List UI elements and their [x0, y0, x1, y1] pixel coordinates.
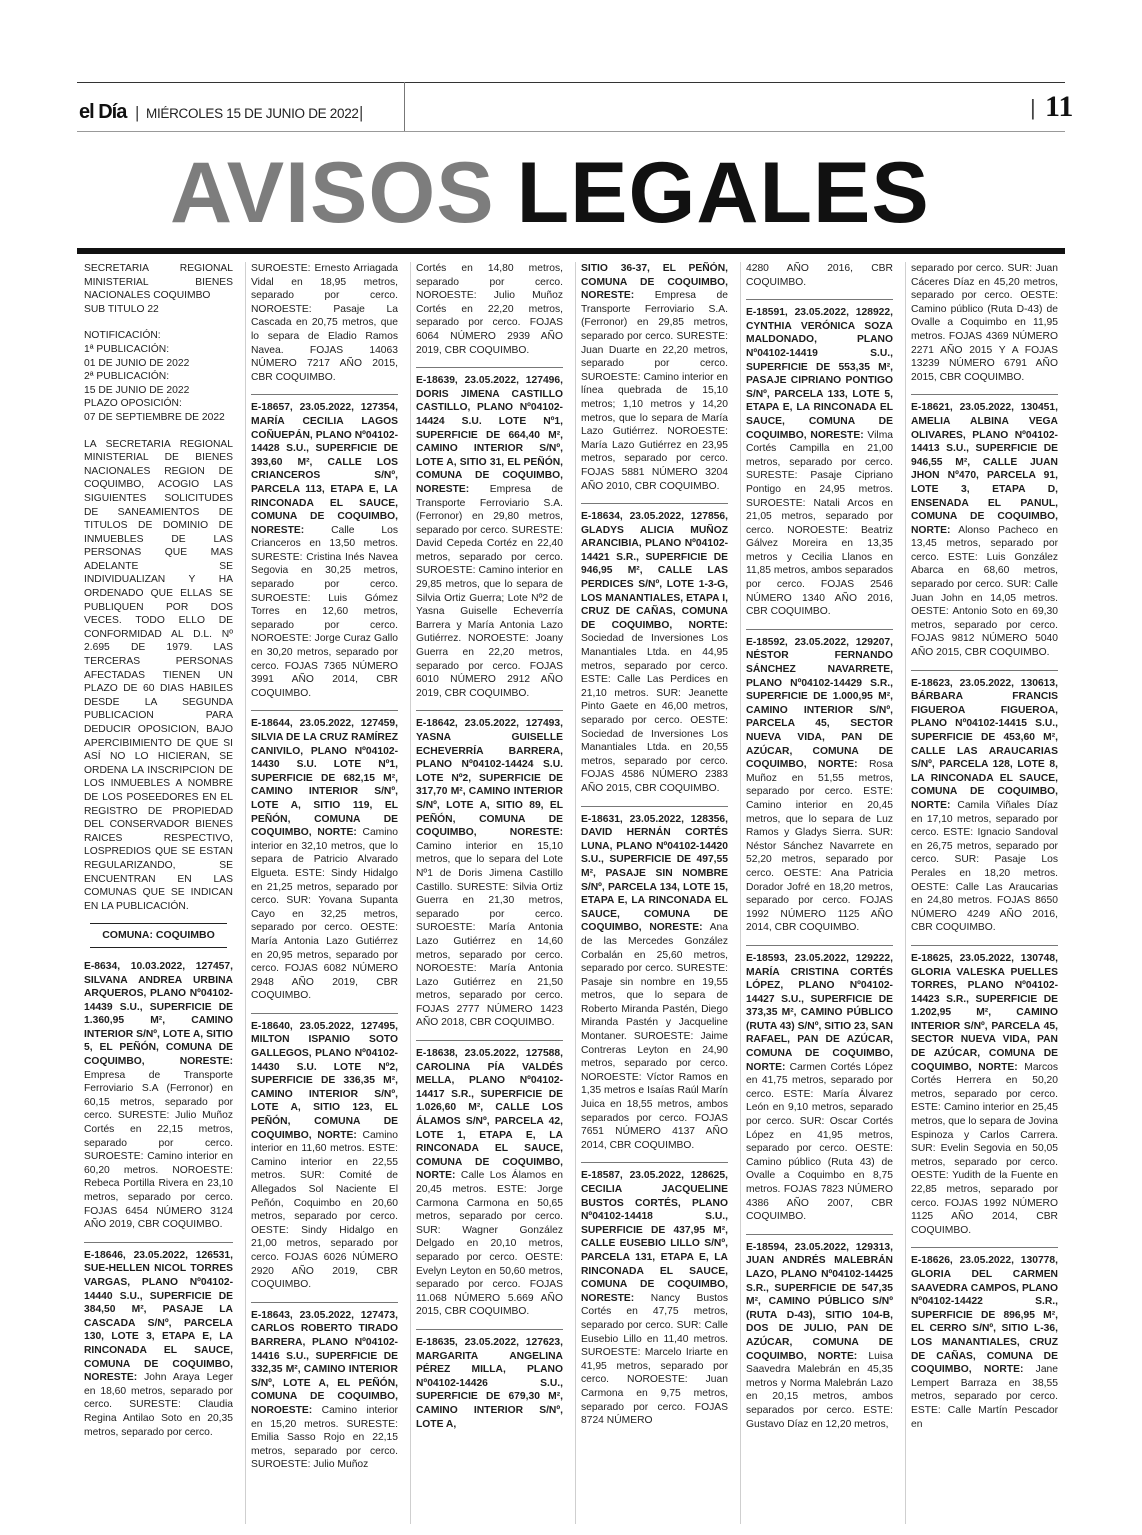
subtitle: SUB TITULO 22 [84, 303, 159, 315]
notice [581, 1169, 728, 1431]
comuna-heading: COMUNA: COQUIMBO [90, 923, 227, 948]
notice-body: Rosa Muñoz en 51,55 metros, separado por cerco. ESTE: Camino interior en 20,45 metros, que lo separa de Luz Ramos y Gladys Sierra. SUR: Néstor Sánchez Navarrete en 52,20 metros, separado por cerco. OESTE: Ana Patricia Dorador Jofré en 18,20 metros, separado por cerco. FOJAS 1992 NÚMERO 1125 AÑO 2014, CBR COQUIMBO. [746, 759, 893, 934]
header-divider [404, 82, 405, 132]
notice [746, 636, 893, 939]
notice-header: E-18646, 23.05.2022, 126531, SUE-HELLEN NICOL TORRES VARGAS, PLANO Nº04102-14440 S.U., SUPERFICIE DE 384,50 M², PASAJE LA CASCADA S/Nº, PARCELA 130, LOTE 3, ETAPA E, LA RINCONADA EL SAUCE, COMUNA DE COQUIMBO, NORESTE: [84, 1249, 233, 1384]
notice-body: Camila Viñales Díaz en 17,10 metros, separado por cerco. ESTE: Ignacio Sandoval en 26,75 metros, separado por cerco. SUR: Pasaje Los Perales en 18,20 metros. OESTE: Calle Las Araucarias en 24,80 metros. FOJAS 8650 NÚMERO 4249 AÑO 2016, CBR COQUIMBO. [911, 799, 1058, 934]
notice-body: Cortés en 14,80 metros, separado por cerco. NOROESTE: Julio Muñoz Cortés en 22,20 metros, separado por cerco. FOJAS 6064 NÚMERO 2939 AÑO 2019, CBR COQUIMBO. [416, 263, 563, 356]
notice-body: Sociedad de Inversiones Los Manantiales Ltda. en 44,95 metros, separado por cerco. ESTE: Calle Las Perdices en 21,10 metros. SUR: Jeanette Pinto Gaete en 46,00 metros, separado por cerco. OESTE: Sociedad de Inversiones Los Manantiales Ltda. en 20,55 metros, separado por cerco. FOJAS 4586 NÚMERO 2383 AÑO 2015, CBR COQUIMBO. [581, 633, 728, 794]
notice-divider [911, 394, 1058, 395]
column-2 [245, 262, 402, 1524]
notice-header: E-18594, 23.05.2022, 129313, JUAN ANDRÉS MALEBRÁN LAZO, PLANO Nº04102-14425 S.R., SUPERFICIE DE 547,35 M², CAMINO PÚBLICO S/Nº (RUTA D-43), SITIO 104-B, DOS DE JULIO, PAN DE AZÚCAR, COMUNA DE COQUIMBO, NORTE: [746, 1241, 893, 1362]
notice [746, 1241, 893, 1435]
notice-body: SUROESTE: Ernesto Arriagada Vidal en 18,95 metros, separado por cerco. NOROESTE: Pasaje La Cascada en 20,75 metros, que lo separa de Eladio Ramos Navea. FOJAS 14063 NÚMERO 7217 AÑO 2015, CBR COQUIMBO. [251, 263, 398, 383]
notice [251, 1309, 398, 1476]
column-5 [740, 262, 897, 1524]
notice [911, 677, 1058, 939]
notice-body: Luisa Saavedra Malebrán en 45,35 metros y Norma Malebrán Lazo en 20,15 metros, ambos separados por cerco. ESTE: Gustavo Díaz en 12,20 metros, [746, 1350, 894, 1430]
notice-body: Alonso Pacheco en 13,45 metros, separado por cerco. ESTE: Luis González Abarca en 68,60 metros, separado por cerco. SUR: Calle Juan John en 14,05 metros. OESTE: Antonio Soto en 69,30 metros, separado por cerco. FOJAS 9812 NÚMERO 5040 AÑO 2015, CBR COQUIMBO. [911, 524, 1058, 659]
column-6 [905, 262, 1062, 1524]
notice-divider [416, 1329, 563, 1330]
notice-body: John Araya Leger en 18,60 metros, separado por cerco. SURESTE: Claudia Regina Antilao Soto en 20,35 metros, separado por cerco. [84, 1372, 233, 1438]
notice-body: Camino interior en 15,20 metros. SURESTE: Emilia Sasso Rojo en 22,15 metros, separado por cerco. SUROESTE: Julio Muñoz [251, 1404, 398, 1471]
notice-divider [251, 394, 398, 395]
notice [84, 1249, 233, 1443]
notice [746, 306, 893, 623]
notice-header: E-18634, 23.05.2022, 127856, GLADYS ALICIA MUÑOZ ARANCIBIA, PLANO Nº04102-14421 S.R., SUPERFICIE DE 946,95 M², CALLE LAS PERDICES S/Nº, LOTE 1-3-G, LOS MANANTIALES, ETAPA I, CRUZ DE CAÑAS, COMUNA DE COQUIMBO, NORTE: [581, 511, 728, 631]
notice-header: E-18591, 23.05.2022, 128922, CYNTHIA VERÓNICA SOZA MALDONADO, PLANO Nº04102-14419 S.U., SUPERFICIE DE 553,35 M², PASAJE CIPRIANO PONTIGO S/Nº, PARCELA 133, LOTE 5, ETAPA E, LA RINCONADA EL SAUCE, COMUNA DE COQUIMBO, NORESTE: [746, 307, 893, 441]
notice-header: E-18631, 23.05.2022, 128356, DAVID HERNÁN CORTÉS LUNA, PLANO Nº04102-14420 S.U., SUPERFICIE DE 497,55 M², PASAJE SIN NOMBRE S/Nº, PARCELA 134, LOTE 15, ETAPA E, LA RINCONADA EL SAUCE, COMUNA DE COQUIMBO, NORESTE: [581, 813, 728, 934]
notice-divider [251, 710, 398, 711]
notice-header: E-8634, 10.03.2022, 127457, SILVANA ANDREA URBINA ARQUEROS, PLANO Nº04102-14439 S.U., SUPERFICIE DE 1.360,95 M², CAMINO INTERIOR S/Nº, LOTE A, SITIO 5, EL PEÑÓN, COMUNA DE COQUIMBO, NORESTE: [84, 960, 233, 1068]
notice-header: E-18635, 23.05.2022, 127623, MARGARITA ANGELINA PÉREZ MILLA, PLANO Nº04102-14426 S.U., SUPERFICIE DE 679,30 M², CAMINO INTERIOR S/Nº, LOTE A, [416, 1336, 563, 1430]
notice-body: Camino interior en 32,10 metros, que lo separa de Patricio Alvarado Elgueta. ESTE: Sindy Hidalgo en 21,25 metros, separado por cerco. SUR: Yovana Supanta Cayo en 32,25 metros, separado por cerco. OESTE: María Antonia Lazo Gutiérrez en 20,95 metros, separado por cerco. FOJAS 6082 NÚMERO 2948 AÑO 2019, CBR COQUIMBO. [251, 827, 398, 1002]
notice-header: E-18623, 23.05.2022, 130613, BÁRBARA FRANCIS FIGUEROA FIGUEROA, PLANO Nº04102-14415 S.U., SUPERFICIE DE 453,60 M², CALLE LAS ARAUCARIAS S/Nº, PARCELA 128, LOTE 8, LA RINCONADA EL SAUCE, COMUNA DE COQUIMBO, NORTE: [911, 677, 1058, 811]
notice-body: Empresa de Transporte Ferroviario S.A (Ferronor) en 60,15 metros, separado por cerco. SURESTE: Julio Muñoz Cortés en 22,15 metros, separado por cerco. SUROESTE: Camino interior en 60,20 metros. NOROESTE: Rebeca Portilla Rivera en 23,10 metros, separado por cerco. FOJAS 6454 NÚMERO 3124 AÑO 2019, CBR COQUIMBO. [84, 1069, 233, 1231]
notice-header: E-18639, 23.05.2022, 127496, DORIS JIMENA CASTILLO CASTILLO, PLANO Nº04102-14424 S.U. LOTE Nº1, SUPERFICIE DE 664,40 M², CAMINO INTERIOR S/Nº, LOTE A, SITIO 31, EL PEÑÓN, COMUNA DE COQUIMBO, NORESTE: [416, 375, 563, 495]
notice-divider [251, 1013, 398, 1014]
notice-body: Carmen Cortés López en 41,75 metros, separado por cerco. ESTE: María Álvarez León en 9,10 metros, separado por cerco. SUR: Oscar Cortés López en 41,95 metros, separado por cerco. OESTE: Camino público (Ruta 43) de Ovalle a Coquimbo en 8,75 metros. FOJAS 7823 NÚMERO 4386 AÑO 2007, CBR COQUIMBO. [746, 1061, 893, 1223]
column-1 [80, 262, 237, 1524]
notice-divider [911, 670, 1058, 671]
notice-continuation [911, 262, 1058, 388]
notice-header: E-18625, 23.05.2022, 130748, GLORIA VALESKA PUELLES TORRES, PLANO Nº04102-14423 S.R., SUPERFICIE DE 1.202,95 M², CAMINO INTERIOR S/Nº, PARCELA 45, SECTOR NUEVA VIDA, PAN DE AZÚCAR, COMUNA DE COQUIMBO, NORTE: [911, 952, 1058, 1073]
notification-line: 15 DE JUNIO DE 2022 [84, 384, 190, 396]
notice-body: Empresa de Transporte Ferroviario S.A. (Ferronor) en 29,85 metros, separado por cerco. SURESTE: Juan Duarte en 22,20 metros, separado por cerco. SUROESTE: Camino interior en línea quebrada de 15,10 metros; 1,10 metros y 14,20 metros, que lo separa de María Lazo Gutiérrez. NOROESTE: María Lazo Gutiérrez en 23,95 metros, separado por cerco. FOJAS 5881 NÚMERO 3204 AÑO 2010, CBR COQUIMBO. [581, 290, 728, 492]
page-number-separator: | [1030, 95, 1036, 120]
notification-line: 01 DE JUNIO DE 2022 [84, 357, 190, 369]
notice-divider [416, 1040, 563, 1041]
notice-divider [746, 945, 893, 946]
notice-divider [911, 945, 1058, 946]
notice-header: E-18626, 23.05.2022, 130778, GLORIA DEL CARMEN SAAVEDRA CAMPOS, PLANO Nº04102-14422 S.R., SUPERFICIE DE 896,95 M², EL CERRO S/Nº, SITIO L-36, LOS MANANTIALES, CRUZ DE CAÑAS, COMUNA DE COQUIMBO, NORTE: [911, 1255, 1058, 1376]
notice-header: SITIO 36-37, EL PEÑÓN, COMUNA DE COQUIMBO, NORESTE: [581, 263, 728, 302]
legal-notices-columns [80, 262, 1062, 1524]
issue-date: MIÉRCOLES 15 DE JUNIO DE 2022 [146, 106, 359, 121]
notice-divider [581, 503, 728, 504]
header-separator: | [135, 103, 140, 122]
notice [911, 952, 1058, 1241]
notification-line: 07 DE SEPTIEMBRE DE 2022 [84, 411, 225, 423]
notice [911, 401, 1058, 663]
notification-line: NOTIFICACIÓN: [84, 330, 161, 342]
notice [416, 1336, 563, 1435]
intro-body: LA SECRETARIA REGIONAL MINISTERIAL DE BIENES NACIONALES REGION DE COQUIMBO, ACOGIO LAS SIGUIENTES SOLICITUDES DE SANEAMIENTOS DE TITULOS DE DOMINIO DE INMUEBLES DE LAS PERSONAS QUE MAS ADELANTE SE INDIVIDUALIZAN Y HA ORDENADO QUE ELLAS SE PUBLIQUEN POR DOS VECES. TODO ELLO DE CONFORMIDAD AL D.L. Nº 2.695 DE 1979. LAS TERCERAS PERSONAS AFECTADAS TIENEN UN PLAZO DE 60 DIAS HABILES DESDE LA SEGUNDA PUBLICACION PARA DEDUCIR OPOSICION, BAJO APERCIBIMIENTO DE QUE SI ASÍ NO LO HICIERAN, SE ORDENA LA INSCRIPCION DE LOS INMUEBLES A NOMBRE DE LOS POSEEDORES EN EL REGISTRO DE PROPIEDAD DEL CONSERVADOR BIENES RAICES RESPECTIVO, LOSPREDIOS QUE SE ESTAN REGULARIZANDO, SE ENCUENTRAN EN LAS COMUNAS QUE SE INDICAN EN LA PUBLICACIÓN. [84, 438, 233, 912]
notice-divider [746, 1234, 893, 1235]
section-title-part2: LEGALES [516, 145, 930, 241]
section-title [170, 145, 1070, 241]
notice-body: separado por cerco. SUR: Juan Cáceres Díaz en 45,20 metros, separado por cerco. OESTE: Camino público (Ruta D-43) de Ovalle a Coquimbo en 11,95 metros. FOJAS 4369 NÚMERO 2271 AÑO 2015 Y A FOJAS 13239 NÚMERO 6791 AÑO 2015, CBR COQUIMBO. [911, 263, 1058, 383]
header-rule-top [77, 82, 1065, 83]
notice-divider [581, 1162, 728, 1163]
notice-divider [416, 710, 563, 711]
notice [251, 1020, 398, 1296]
notice-body: Nancy Bustos Cortés en 47,75 metros, separado por cerco. SUR: Calle Eusebio Lillo en 11,40 metros. SUROESTE: Marcelo Iriarte en 41,95 metros, separado por cerco. NOROESTE: Juan Carmona en 9,75 metros, separado por cerco. FOJAS 8724 NÚMERO [581, 1292, 728, 1427]
issuer-name: SECRETARIA REGIONAL MINISTERIAL BIENES NACIONALES COQUIMBO [84, 263, 233, 302]
notice-divider [581, 806, 728, 807]
notice [84, 960, 233, 1236]
notice-header: E-18642, 23.05.2022, 127493, YASNA GUISELLE ECHEVERRÍA BARRERA, PLANO Nº04102-14424 S.U. LOTE Nº2, SUPERFICIE DE 317,70 M², CAMINO INTERIOR S/Nº, LOTE A, SITIO 89, EL PEÑÓN, COMUNA DE COQUIMBO, NORESTE: [416, 718, 563, 839]
notice [416, 374, 563, 704]
notification-line: 2ª PUBLICACIÓN: [84, 371, 170, 383]
title-rule [77, 248, 1065, 254]
notice-body: Marcos Cortés Herrera en 50,20 metros, separado por cerco. ESTE: Camino interior en 25,45 metros, que lo separa de Jovina Espinoza y Carlos Carrera. SUR: Evelin Segovia en 50,05 metros, separado por cerco. OESTE: Yudith de la Fuente en 22,85 metros, separado por cerco. FOJAS 1992 NÚMERO 1125 AÑO 2014, CBR COQUIMBO. [911, 1061, 1058, 1236]
notice-body: Vilma Cortés Campilla en 21,00 metros, separado por cerco. SURESTE: Pasaje Cipriano Pontigo en 24,95 metros. SUROESTE: Natali Arcos en 21,05 metros, separado por cerco. NOROESTE: Beatriz Gálvez Moreira en 13,35 metros y Cecilia Llanos en 11,85 metros, ambos separados por cerco. FOJAS 2546 NÚMERO 1340 AÑO 2016, CBR COQUIMBO. [746, 429, 893, 618]
notice-continuation [746, 262, 893, 293]
notice-header: E-18640, 23.05.2022, 127495, MILTON ISPANIO SOTO GALLEGOS, PLANO Nº04102-14430 S.U. LOTE Nº2, SUPERFICIE DE 336,35 M², CAMINO INTERIOR S/Nº, LOTE A, SITIO 123, EL PEÑÓN, COMUNA DE COQUIMBO, NORTE: [251, 1020, 398, 1141]
notice-header: E-18592, 23.05.2022, 129207, NÉSTOR FERNANDO SÁNCHEZ NAVARRETE, PLANO Nº04102-14429 S.R., SUPERFICIE DE 1.000,95 M², CAMINO INTERIOR S/Nº, PARCELA 45, SECTOR NUEVA VIDA, PAN DE AZÚCAR, COMUNA DE COQUIMBO, NORTE: [746, 636, 893, 771]
notice [911, 1254, 1058, 1435]
notice-header: E-18638, 23.05.2022, 127588, CAROLINA PÍA VALDÉS MELLA, PLANO Nº04102-14417 S.R., SUPERFICIE DE 1.026,60 M², CALLE LOS ÁLAMOS S/Nº, PARCELA 42, LOTE 1, ETAPA E, LA RINCONADA EL SAUCE, COMUNA DE COQUIMBO, NORTE: [416, 1048, 563, 1182]
notice-header: E-18593, 23.05.2022, 129222, MARÍA CRISTINA CORTÉS LÓPEZ, PLANO Nº04102-14427 S.U., SUPERFICIE DE 373,35 M², CAMINO PÚBLICO (RUTA 43) S/Nº, SITIO 23, SAN RAFAEL, PAN DE AZÚCAR, COMUNA DE COQUIMBO, NORTE: [746, 952, 893, 1073]
notice-header: E-18644, 23.05.2022, 127459, SILVIA DE LA CRUZ RAMÍREZ CANIVILO, PLANO Nº04102-14430 S.U. LOTE Nº1, SUPERFICIE DE 682,15 M², CAMINO INTERIOR S/Nº, LOTE A, SITIO 119, EL PEÑÓN, COMUNA DE COQUIMBO, NORTE: [251, 718, 398, 839]
section-title-part1: AVISOS [170, 145, 495, 241]
notification-line: 1ª PUBLICACIÓN: [84, 343, 170, 355]
notice-continuation [251, 262, 398, 388]
intro-block [84, 262, 233, 913]
newspaper-logo: el Día [79, 101, 127, 123]
notice-header: E-18621, 23.05.2022, 130451, AMELIA ALBINA VEGA OLIVARES, PLANO Nº04102-14413 S.U., SUPERFICIE DE 946,55 M², CALLE JUAN JHON Nº470, PARCELA 91, LOTE 3, ETAPA D, ENSENADA EL PANUL, COMUNA DE COQUIMBO, NORTE: [911, 402, 1058, 536]
notice-body: Calle Los Crianceros en 13,50 metros. SURESTE: Cristina Inés Navea Segovia en 30,25 metros, separado por cerco. SUROESTE: Luis Gómez Torres en 12,60 metros, separado por cerco. NOROESTE: Jorge Curaz Gallo en 30,20 metros, separado por cerco. FOJAS 7365 NÚMERO 3991 AÑO 2014, CBR COQUIMBO. [251, 524, 398, 699]
notice-body: 4280 AÑO 2016, CBR COQUIMBO. [746, 263, 893, 288]
notice-header: E-18587, 23.05.2022, 128625, CECILIA JACQUELINE BUSTOS CORTÉS, PLANO Nº04102-14418 S.U., SUPERFICIE DE 437,95 M², CALLE EUSEBIO LILLO S/Nº, PARCELA 131, ETAPA E, LA RINCONADA EL SAUCE, COMUNA DE COQUIMBO, NORESTE: [581, 1170, 728, 1304]
notification-line: PLAZO OPOSICIÓN: [84, 398, 182, 410]
notice [416, 1047, 563, 1323]
notice [251, 717, 398, 1006]
notice-divider [84, 1242, 233, 1243]
notice-body: Jane Lempert Barraza en 38,55 metros, separado por cerco. ESTE: Calle Martín Pescador en [911, 1364, 1058, 1430]
notice [746, 952, 893, 1228]
notice-header: E-18643, 23.05.2022, 127473, CARLOS ROBERTO TIRADO BARRERA, PLANO Nº04102-14416 S.U., SUPERFICIE DE 332,35 M², CAMINO INTERIOR S/Nº, LOTE A, EL PEÑÓN, COMUNA DE COQUIMBO, NOROESTE: [251, 1309, 398, 1416]
notice-header: E-18657, 23.05.2022, 127354, MARÍA CECILIA LAGOS COÑUEPÁN, PLANO Nº04102-14428 S.U., SUPERFICIE DE 393,60 M², CALLE LOS CRIANCEROS S/Nº, PARCELA 113, ETAPA E, LA RINCONADA EL SAUCE, COMUNA DE COQUIMBO, NORESTE: [251, 402, 398, 536]
notice [251, 401, 398, 704]
notice-divider [416, 367, 563, 368]
column-4 [575, 262, 732, 1524]
notice [581, 510, 728, 799]
column-3 [410, 262, 567, 1524]
notice-body: Calle Los Álamos en 20,45 metros. ESTE: Jorge Carmona Carmona en 50,65 metros, separado por cerco. SUR: Wagner González Delgado en 20,10 metros, separado por cerco. OESTE: Evelyn Leyton en 50,60 metros, separado por cerco. FOJAS 11.068 NÚMERO 5.669 AÑO 2015, CBR COQUIMBO. [416, 1170, 563, 1318]
notice-continuation [581, 262, 728, 497]
notice-divider [251, 1302, 398, 1303]
header-separator: | [359, 103, 364, 122]
notice [581, 813, 728, 1157]
notice-body: Ana de las Mercedes González Corbalán en 25,60 metros, separado por cerco. SURESTE: Pasaje sin nombre en 19,55 metros, que lo separa de Roberto Miranda Pastén, Diego Miranda Pastén y Jacqueline Montaner. SUROESTE: Jaime Contreras Leyton en 24,90 metros, separado por cerco. NOROESTE: Víctor Ramos en 1,35 metros e Isaías Raúl Marín Juica en 18,55 metros, ambos separados por cerco. FOJAS 7651 NÚMERO 4137 AÑO 2014, CBR COQUIMBO. [581, 922, 728, 1151]
notice-divider [746, 299, 893, 300]
header-rule-bottom [77, 131, 1065, 132]
page-number: 11 [1045, 90, 1074, 123]
notice [416, 717, 563, 1034]
notice-divider [911, 1247, 1058, 1248]
notice-continuation [416, 262, 563, 361]
notice-body: Camino interior en 15,10 metros, que lo separa del Lote Nº1 de Doris Jimena Castillo Castillo. SURESTE: Silvia Ortiz Guerra en 21,30 metros, separado por cerco. SUROESTE: María Antonia Lazo Gutiérrez en 14,60 metros, separado por cerco. NOROESTE: María Antonia Lazo Gutiérrez en 21,50 metros, separado por cerco. FOJAS 2777 NÚMERO 1423 AÑO 2018, CBR COQUIMBO. [416, 840, 563, 1029]
notice-body: Empresa de Transporte Ferroviario S.A. (Ferronor) en 29,80 metros, separado por cerco. SURESTE: David Cepeda Cortéz en 22,40 metros, separado por cerco. SUROESTE: Camino interior en 29,85 metros, que lo separa de Silvia Ortiz Guerra; Lote Nº2 de Yasna Guiselle Echeverría Barrera y María Antonia Lazo Gutiérrez. NOROESTE: Joany Guerra en 22,20 metros, separado por cerco. FOJAS 6010 NÚMERO 2912 AÑO 2019, CBR COQUIMBO. [416, 483, 563, 699]
notice-divider [746, 629, 893, 630]
notice-body: Camino interior en 11,60 metros. ESTE: Camino interior en 22,55 metros. SUR: Comité de Allegados Sol Naciente El Peñón, Coquimbo en 20,60 metros, separado por cerco. OESTE: Sindy Hidalgo en 21,00 metros, separado por cerco. FOJAS 6026 NÚMERO 2920 AÑO 2019, CBR COQUIMBO. [251, 1129, 398, 1291]
